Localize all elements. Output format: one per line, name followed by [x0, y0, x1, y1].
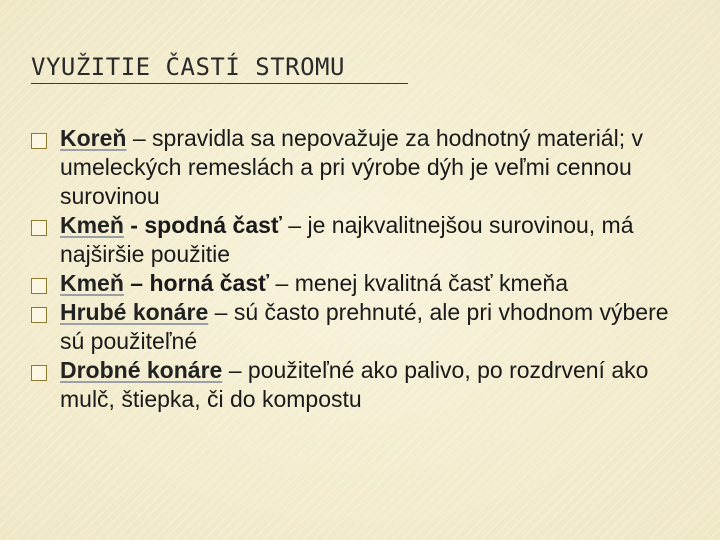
square-bullet-icon — [31, 133, 47, 149]
description: sú často prehnuté, ale pri vhodnom výbere sú použiteľné — [60, 299, 669, 354]
square-bullet-icon — [31, 365, 47, 381]
description: spravidla sa nepovažuje za hodnotný materiál; v umeleckých remeslách a pri výrobe dýh je veľmi cennou surovinou — [60, 125, 643, 209]
separator: – — [281, 212, 308, 238]
term-prefix: – — [123, 270, 150, 296]
square-bullet-icon — [31, 220, 47, 236]
bullet-item-drobne-konare — [31, 356, 691, 414]
bullet-item-koren — [31, 124, 691, 211]
description: použiteľné ako palivo, po rozdrvení ako mulč, štiepka, či do kompostu — [60, 357, 649, 412]
separator: – — [208, 299, 234, 325]
term: Kmeň — [60, 212, 124, 238]
term: Kmeň — [60, 270, 124, 296]
square-bullet-icon — [31, 307, 47, 323]
slide-title: VYUŽITIE ČASTÍ STROMU — [31, 53, 345, 81]
bullet-item-hrube-konare — [31, 298, 691, 356]
title-underline — [31, 83, 408, 84]
subterm: spodná časť — [144, 212, 282, 238]
term-prefix: - — [123, 212, 145, 238]
term: Hrubé konáre — [60, 299, 209, 325]
term: Drobné konáre — [60, 357, 223, 383]
separator: – — [222, 357, 248, 383]
term: Koreň — [60, 125, 127, 151]
bullet-list — [31, 124, 691, 414]
separator: – — [126, 125, 153, 151]
separator: – — [269, 270, 295, 296]
description: menej kvalitná časť kmeňa — [294, 270, 568, 296]
subterm: horná časť — [149, 270, 270, 296]
bullet-item-kmen-spodna — [31, 211, 691, 269]
bullet-item-kmen-horna — [31, 269, 691, 298]
description: je najkvalitnejšou surovinou, má najširšie použitie — [60, 212, 634, 267]
square-bullet-icon — [31, 278, 47, 294]
